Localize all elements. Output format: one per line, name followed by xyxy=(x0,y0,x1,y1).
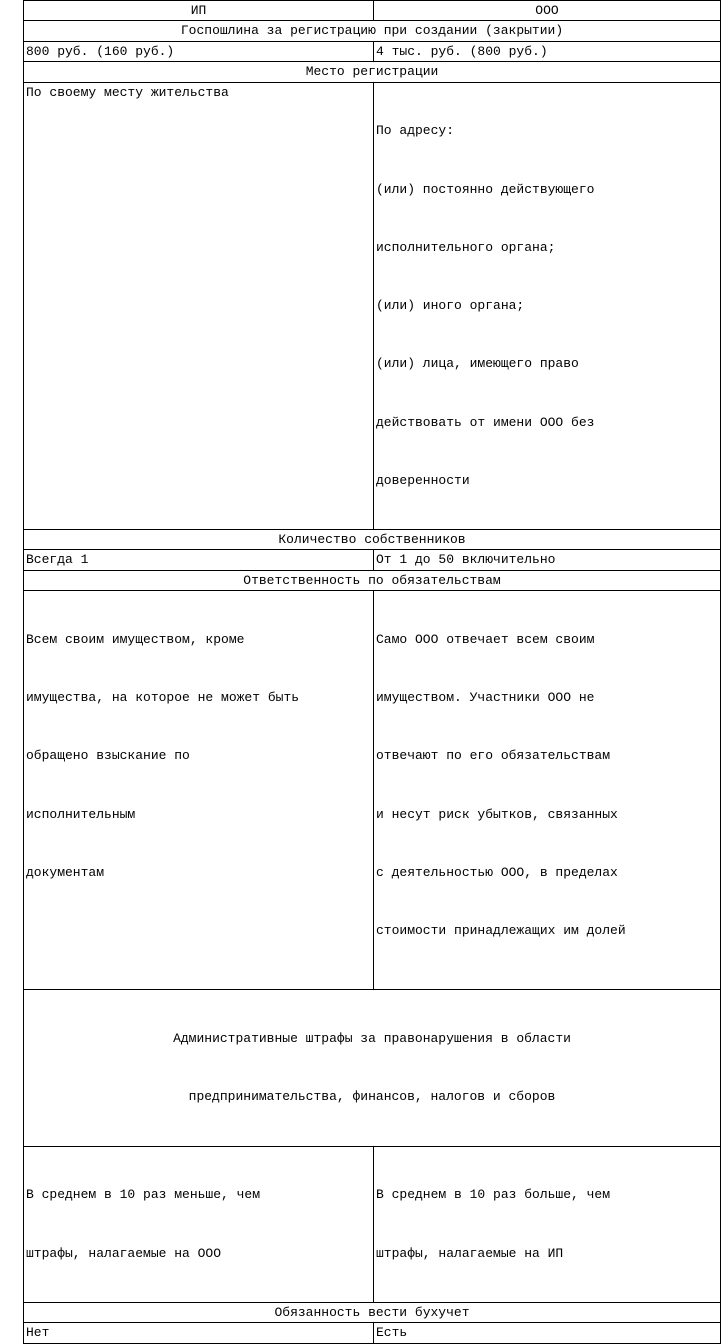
header-right: ООО xyxy=(374,1,721,21)
cell-left xyxy=(24,1323,374,1343)
section-title: Госпошлина за регистрацию при создании (закрытии) xyxy=(24,21,721,41)
cell-left xyxy=(24,550,374,570)
cell-line: В среднем в 10 раз больше, чем xyxy=(376,1187,611,1203)
cell-line: Всегда 1 xyxy=(26,552,89,568)
comparison-table xyxy=(23,0,721,1344)
section-row xyxy=(24,570,721,590)
section-title: Обязанность вести бухучет xyxy=(24,1302,721,1322)
cell-right xyxy=(374,41,721,61)
cell-line: и несут риск убытков, связанных xyxy=(376,806,618,822)
table-row xyxy=(24,550,721,570)
cell-right xyxy=(374,1146,721,1302)
header-row xyxy=(24,1,721,21)
cell-line: Всем своим имуществом, кроме xyxy=(26,632,245,647)
cell-right xyxy=(374,1323,721,1343)
cell-line: исполнительного органа; xyxy=(376,239,556,255)
section-title-line: Административные штрафы за правонарушения в области xyxy=(173,1031,571,1047)
cell-line: Нет xyxy=(26,1325,50,1341)
cell-line: штрафы, налагаемые на ИП xyxy=(376,1245,564,1261)
cell-line: По адресу: xyxy=(376,123,455,139)
section-title: Место регистрации xyxy=(24,62,721,82)
header-left: ИП xyxy=(24,1,374,21)
cell-left xyxy=(24,591,374,990)
cell-line: Само ООО отвечает всем своим xyxy=(376,632,595,647)
cell-line: 4 тыс. руб. (800 руб.) xyxy=(376,43,548,59)
section-row xyxy=(24,62,721,82)
cell-line: штрафы, налагаемые на ООО xyxy=(26,1245,222,1261)
section-title xyxy=(24,990,721,1146)
section-row xyxy=(24,990,721,1146)
cell-line: стоимости принадлежащих им долей xyxy=(376,923,626,939)
cell-left xyxy=(24,41,374,61)
cell-line: имущества, на которое не может быть xyxy=(26,690,300,706)
table-row xyxy=(24,82,721,529)
cell-line: доверенности xyxy=(376,472,470,488)
cell-line: От 1 до 50 включительно xyxy=(376,552,556,568)
cell-right xyxy=(374,82,721,529)
cell-left xyxy=(24,82,374,529)
table-row xyxy=(24,1323,721,1343)
cell-line: отвечают по его обязательствам xyxy=(376,748,611,764)
cell-left xyxy=(24,1146,374,1302)
table-row xyxy=(24,1146,721,1302)
cell-line: (или) иного органа; xyxy=(376,298,525,314)
cell-line: Есть xyxy=(376,1325,408,1341)
section-row xyxy=(24,21,721,41)
cell-line: исполнительным xyxy=(26,806,136,822)
cell-line: действовать от имени ООО без xyxy=(376,414,595,430)
cell-line: обращено взыскание по xyxy=(26,748,190,764)
cell-line: (или) лица, имеющего право xyxy=(376,356,579,372)
cell-line: В среднем в 10 раз меньше, чем xyxy=(26,1187,261,1203)
cell-line: документам xyxy=(26,864,105,880)
cell-line: имуществом. Участники ООО не xyxy=(376,690,595,706)
table-row xyxy=(24,591,721,990)
cell-line: По своему месту жительства xyxy=(26,84,229,100)
section-row xyxy=(24,529,721,549)
cell-line: с деятельностью ООО, в пределах xyxy=(376,864,618,880)
cell-line: 800 руб. (160 руб.) xyxy=(26,43,175,59)
section-title: Количество собственников xyxy=(24,529,721,549)
cell-line: (или) постоянно действующего xyxy=(376,181,595,197)
section-title: Ответственность по обязательствам xyxy=(24,570,721,590)
cell-right xyxy=(374,591,721,990)
table-row xyxy=(24,41,721,61)
section-row xyxy=(24,1302,721,1322)
cell-right xyxy=(374,550,721,570)
section-title-line: предпринимательства, финансов, налогов и сборов xyxy=(188,1089,556,1105)
